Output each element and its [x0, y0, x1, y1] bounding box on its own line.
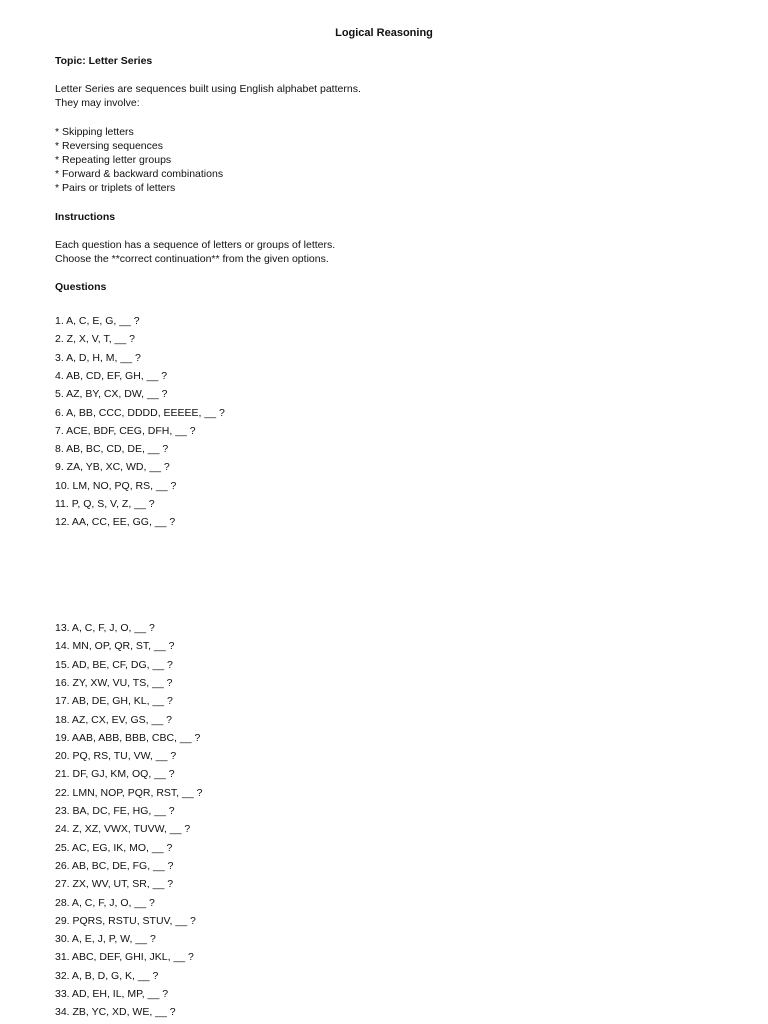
bullet-item: * Forward & backward combinations [55, 168, 224, 180]
question-item: 10. LM, NO, PQ, RS, __ ? [55, 479, 177, 492]
question-item: 26. AB, BC, DE, FG, __ ? [55, 859, 174, 872]
bullet-item: * Repeating letter groups [55, 154, 172, 166]
question-item: 7. ACE, BDF, CEG, DFH, __ ? [55, 424, 196, 437]
question-item: 24. Z, XZ, VWX, TUVW, __ ? [55, 823, 191, 836]
instructions-line: Choose the **correct continuation** from the given options. [55, 253, 329, 265]
intro-line: They may involve: [55, 97, 140, 109]
document-title: Logical Reasoning [335, 27, 433, 39]
question-item: 33. AD, EH, IL, MP, __ ? [55, 988, 169, 1000]
question-item: 16. ZY, XW, VU, TS, __ ? [55, 676, 173, 689]
intro-line: Letter Series are sequences built using English alphabet patterns. [55, 83, 361, 95]
question-item: 29. PQRS, RSTU, STUV, __ ? [55, 914, 196, 927]
questions-heading: Questions [55, 281, 107, 293]
question-item: 22. LMN, NOP, PQR, RST, __ ? [55, 786, 203, 799]
instructions-line: Each question has a sequence of letters or groups of letters. [55, 239, 336, 251]
question-item: 9. ZA, YB, XC, WD, __ ? [55, 461, 170, 474]
bullet-item: * Reversing sequences [55, 140, 163, 152]
instructions-heading: Instructions [55, 211, 116, 223]
question-item: 23. BA, DC, FE, HG, __ ? [55, 805, 175, 817]
question-item: 34. ZB, YC, XD, WE, __ ? [55, 1006, 176, 1019]
question-item: 4. AB, CD, EF, GH, __ ? [55, 369, 168, 382]
question-item: 31. ABC, DEF, GHI, JKL, __ ? [55, 951, 194, 964]
question-item: 20. PQ, RS, TU, VW, __ ? [55, 750, 177, 763]
question-item: 19. AAB, ABB, BBB, CBC, __ ? [55, 731, 201, 744]
bullet-item: * Skipping letters [55, 126, 134, 138]
question-item: 21. DF, GJ, KM, OQ, __ ? [55, 768, 175, 781]
question-item: 25. AC, EG, IK, MO, __ ? [55, 841, 173, 854]
question-item: 17. AB, DE, GH, KL, __ ? [55, 695, 173, 708]
question-item: 13. A, C, F, J, O, __ ? [55, 622, 155, 634]
question-item: 8. AB, BC, CD, DE, __ ? [55, 443, 169, 456]
question-item: 5. AZ, BY, CX, DW, __ ? [55, 388, 168, 401]
question-item: 32. A, B, D, G, K, __ ? [55, 969, 159, 982]
question-item: 6. A, BB, CCC, DDDD, EEEEE, __ ? [55, 406, 225, 419]
question-item: 1. A, C, E, G, __ ? [55, 315, 140, 327]
question-item: 14. MN, OP, QR, ST, __ ? [55, 640, 175, 653]
question-item: 3. A, D, H, M, __ ? [55, 351, 141, 364]
question-item: 27. ZX, WV, UT, SR, __ ? [55, 878, 174, 891]
question-item: 28. A, C, F, J, O, __ ? [55, 896, 155, 909]
question-item: 2. Z, X, V, T, __ ? [55, 333, 135, 346]
question-item: 15. AD, BE, CF, DG, __ ? [55, 658, 173, 671]
question-item: 11. P, Q, S, V, Z, __ ? [55, 498, 155, 510]
topic-heading: Topic: Letter Series [55, 55, 153, 67]
question-item: 18. AZ, CX, EV, GS, __ ? [55, 713, 172, 726]
bullet-item: * Pairs or triplets of letters [55, 182, 176, 194]
question-item: 30. A, E, J, P, W, __ ? [55, 933, 156, 946]
question-item: 12. AA, CC, EE, GG, __ ? [55, 516, 176, 529]
